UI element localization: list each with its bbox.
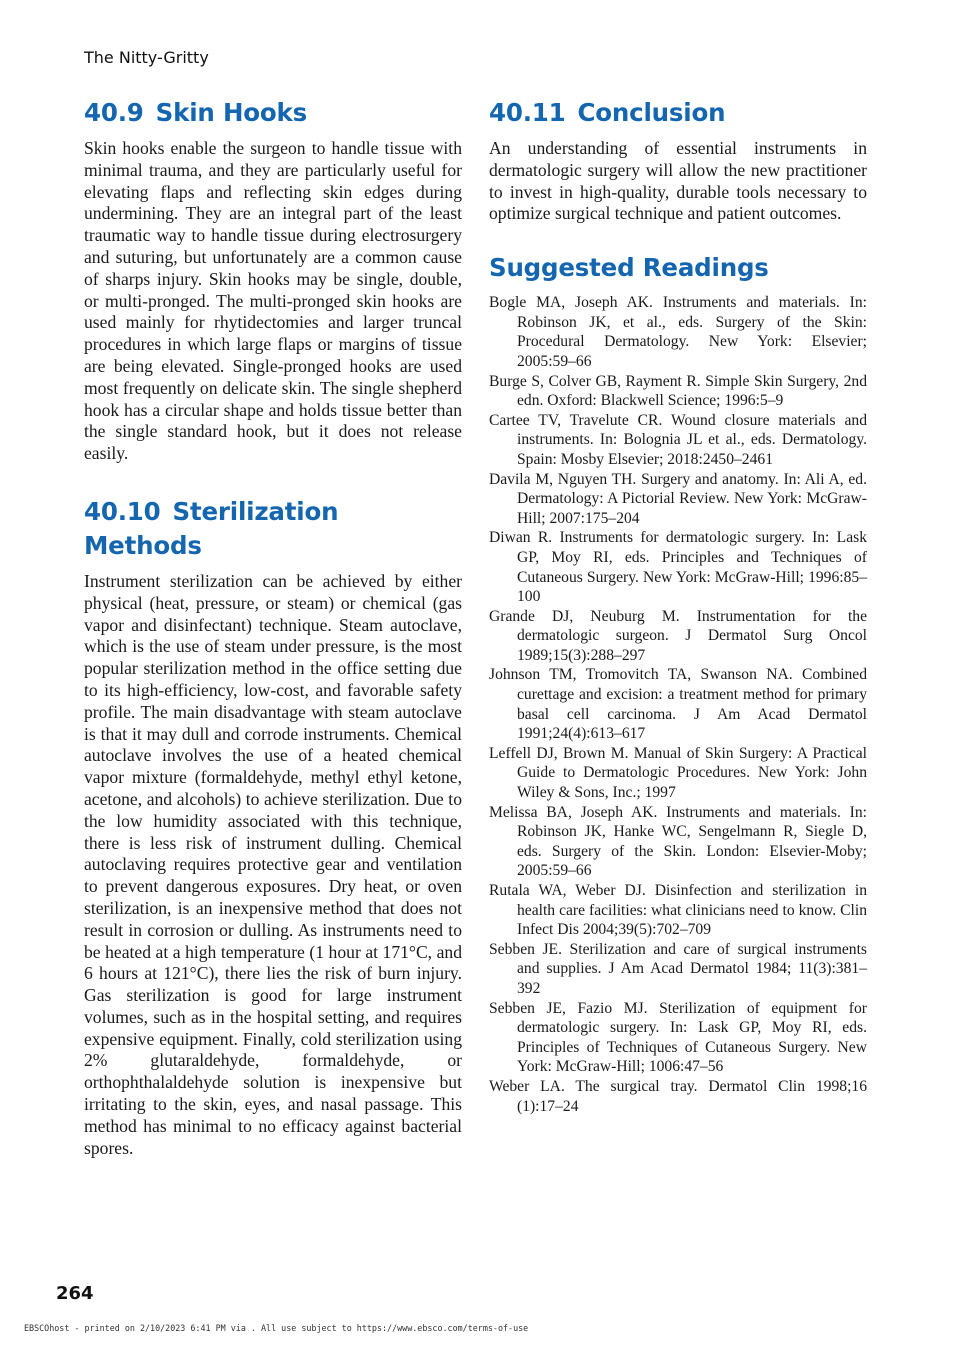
page-number: 264	[56, 1283, 94, 1304]
sterilization-paragraph: Instrument sterilization can be achieved by either physical (heat, pressure, or steam) or chemical (gas vapor and disinfectant) technique. Steam autoclave, which is the use of steam under pressure, is the most popular sterilization method in the office setting due to its high-efficiency, low-cost, and favorable safety profile. The main disadvantage with steam autoclave is that it may dull and corrode instruments. Chemical autoclave involves the use of a heated chemical vapor mixture (formaldehyde, methyl ethyl ketone, acetone, and alcohols) to achieve sterilization. Due to the low humidity associated with this technique, there is less risk of instrument dulling. Chemical autoclaving requires protective gear and ventilation to prevent dangerous exposures. Dry heat, or oven sterilization, is an inexpensive method that does not result in corrosion or dulling. As instruments need to be heated at a high temperature (1 hour at 171°C, and 6 hours at 121°C), there lies the risk of burn injury. Gas sterilization is good for large instrument volumes, such as in the hospital setting, and requires expensive equipment. Finally, cold sterilization using 2% glutaraldehyde, formaldehyde, or orthophthalaldehyde solution is inexpensive but irritating to the skin, eyes, and nasal passage. This method has minimal to no efficacy against bacterial spores.	[84, 570, 462, 1158]
reference-item: Sebben JE, Fazio MJ. Sterilization of equipment for dermatologic surgery. In: Lask GP, Moy RI, eds. Principles of Techniques of Cutaneous Surgery. New York: McGraw-Hill; 1006:47–56	[489, 999, 867, 1076]
reference-item: Leffell DJ, Brown M. Manual of Skin Surgery: A Practical Guide to Dermatologic Procedures. New York: John Wiley & Sons, Inc.; 1997	[489, 744, 867, 802]
print-footer: EBSCOhost - printed on 2/10/2023 6:41 PM via . All use subject to https://www.ebsco.com/terms-of-use	[24, 1323, 529, 1333]
conclusion-paragraph: An understanding of essential instruments in dermatologic surgery will allow the new practitioner to invest in high-quality, durable tools necessary to optimize surgical technique and patient outcomes.	[489, 138, 867, 224]
section-title: Skin Hooks	[155, 98, 308, 127]
section-heading-sterilization	[84, 495, 462, 563]
reference-item: Melissa BA, Joseph AK. Instruments and materials. In: Robinson JK, Hanke WC, Sengelmann R, Siegle D, eds. Surgery of the Skin. London: Elsevier-Moby; 2005:59–66	[489, 803, 867, 880]
right-column	[489, 96, 867, 1116]
suggested-readings-heading: Suggested Readings	[489, 253, 769, 283]
reference-item: Weber LA. The surgical tray. Dermatol Clin 1998;16 (1):17–24	[489, 1077, 867, 1115]
reference-item: Burge S, Colver GB, Rayment R. Simple Skin Surgery, 2nd edn. Oxford: Blackwell Science; 1996:5–9	[489, 372, 867, 410]
skin-hooks-paragraph: Skin hooks enable the surgeon to handle tissue with minimal trauma, and they are particularly useful for elevating flaps and reflecting skin edges during undermining. They are an integral part of the least traumatic way to handle tissue during electrosurgery and suturing, but unfortunately are a common cause of sharps injury. Skin hooks may be single, double, or multi-pronged. The multi-pronged skin hooks are used mainly for rhytidectomies and larger truncal procedures in which large flaps or margins of tissue are being elevated. Single-pronged hooks are used most frequently on delicate skin. The single shepherd hook has a circular shape and holds tissue better than the single standard hook, but it does not release easily.	[84, 138, 462, 464]
reference-item: Bogle MA, Joseph AK. Instruments and materials. In: Robinson JK, et al., eds. Surgery of the Skin: Procedural Dermatology. New York: Elsevier; 2005:59–66	[489, 294, 867, 370]
section-title: Conclusion	[577, 98, 726, 127]
reference-item: Sebben JE. Sterilization and care of surgical instruments and supplies. J Am Acad Dermatol 1984; 11(3):381–392	[489, 940, 867, 997]
reference-item: Davila M, Nguyen TH. Surgery and anatomy. In: Ali A, ed. Dermatology: A Pictorial Review. New York: McGraw-Hill; 2007:175–204	[489, 470, 867, 527]
reference-item: Johnson TM, Tromovitch TA, Swanson NA. Combined curettage and excision: a treatment method for primary basal cell carcinoma. J Am Acad Dermatol 1991;24(4):613–617	[489, 666, 867, 743]
reference-item: Rutala WA, Weber DJ. Disinfection and sterilization in health care facilities: what clinicians need to know. Clin Infect Dis 2004;39(5):702–709	[489, 882, 867, 939]
reference-list	[489, 293, 867, 1116]
running-head: The Nitty-Gritty	[84, 48, 209, 67]
section-heading-skin-hooks	[84, 96, 462, 130]
section-title: Sterilization Methods	[84, 496, 339, 560]
reference-item: Diwan R. Instruments for dermatologic surgery. In: Lask GP, Moy RI, eds. Principles and Techniques of Cutaneous Surgery. New York: McGraw-Hill; 1996:85–100	[489, 529, 867, 606]
left-column	[84, 96, 462, 1159]
section-heading-conclusion	[489, 96, 867, 130]
reference-item: Cartee TV, Travelute CR. Wound closure materials and instruments. In: Bolognia JL et al., eds. Dermatology. Spain: Mosby Elsevier; 2018:2450–2461	[489, 411, 867, 468]
section-number: 40.10	[84, 496, 161, 526]
reference-item: Grande DJ, Neuburg M. Instrumentation for the dermatologic surgeon. J Dermatol Surg Oncol 1989;15(3):288–297	[489, 607, 867, 664]
section-number: 40.11	[489, 98, 566, 127]
section-number: 40.9	[84, 98, 144, 127]
